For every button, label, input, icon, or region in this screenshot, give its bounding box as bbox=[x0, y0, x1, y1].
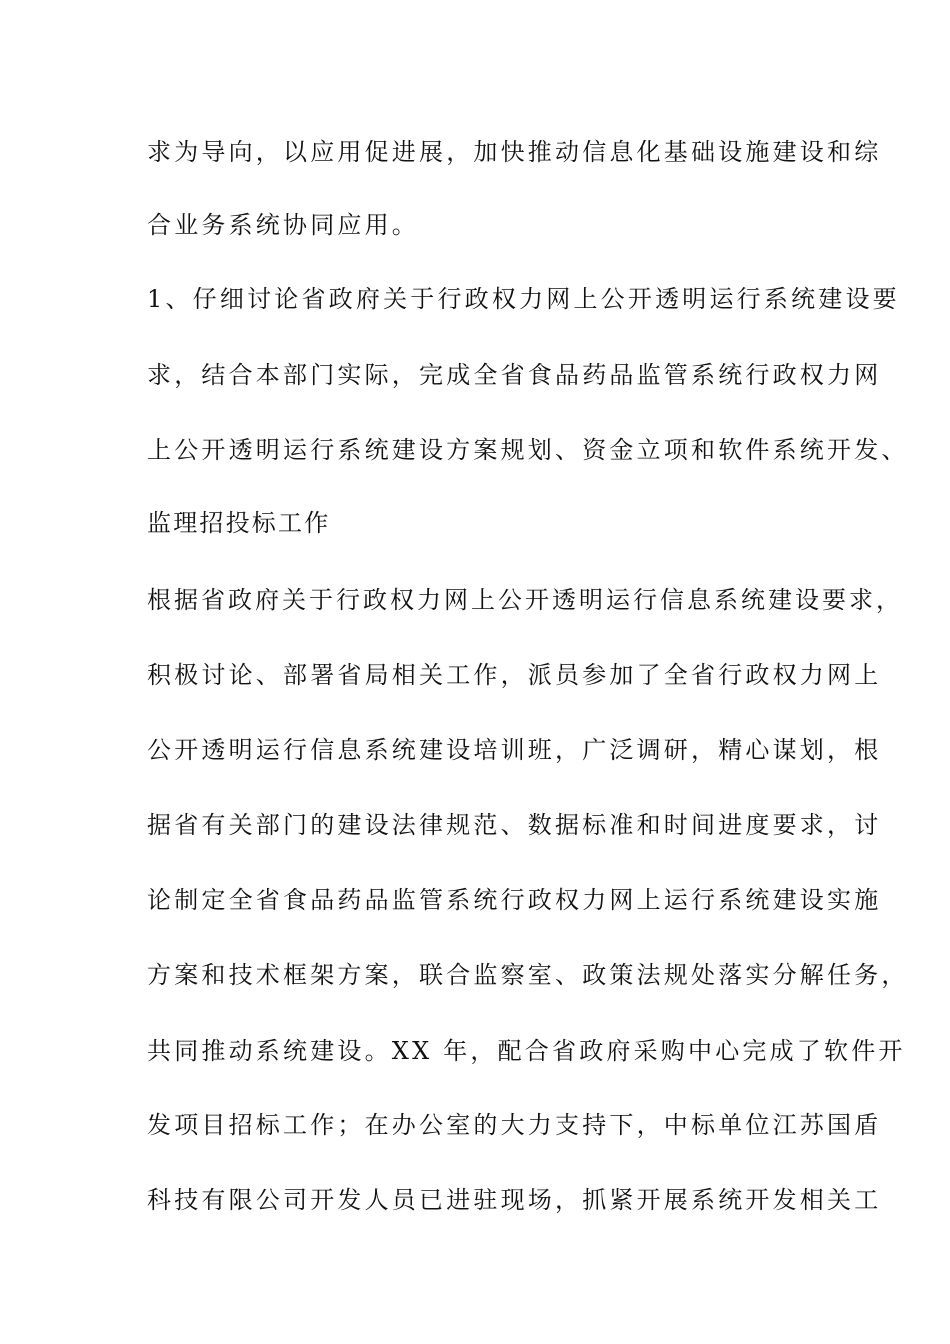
text-line: 论制定全省食品药品监管系统行政权力网上运行系统建设实施 bbox=[147, 886, 882, 914]
section-heading-line: 1、仔细讨论省政府关于行政权力网上公开透明运行系统建设要 bbox=[147, 285, 900, 313]
text-line: 共同推动系统建设。XX 年，配合省政府采购中心完成了软件开 bbox=[147, 1037, 906, 1065]
text-line: 发项目招标工作；在办公室的大力支持下，中标单位江苏国盾 bbox=[147, 1111, 882, 1139]
text-line: 方案和技术框架方案，联合监察室、政策法规处落实分解任务， bbox=[147, 961, 909, 989]
section-heading-line: 上公开透明运行系统建设方案规划、资金立项和软件系统开发、 bbox=[147, 436, 909, 464]
text-line: 求为导向，以应用促进展，加快推动信息化基础设施建设和综 bbox=[147, 138, 882, 166]
text-line: 合业务系统协同应用。 bbox=[147, 211, 419, 239]
section-heading-line: 监理招投标工作 bbox=[147, 509, 331, 537]
text-line: 据省有关部门的建设法律规范、数据标准和时间进度要求，讨 bbox=[147, 811, 882, 839]
section-heading-line: 求，结合本部门实际，完成全省食品药品监管系统行政权力网 bbox=[147, 361, 882, 389]
text-line: 公开透明运行信息系统建设培训班，广泛调研，精心谋划，根 bbox=[147, 736, 882, 764]
text-line: 积极讨论、部署省局相关工作，派员参加了全省行政权力网上 bbox=[147, 661, 882, 689]
text-line: 科技有限公司开发人员已进驻现场，抓紧开展系统开发相关工 bbox=[147, 1186, 882, 1214]
text-line: 根据省政府关于行政权力网上公开透明运行信息系统建设要求， bbox=[147, 586, 903, 614]
